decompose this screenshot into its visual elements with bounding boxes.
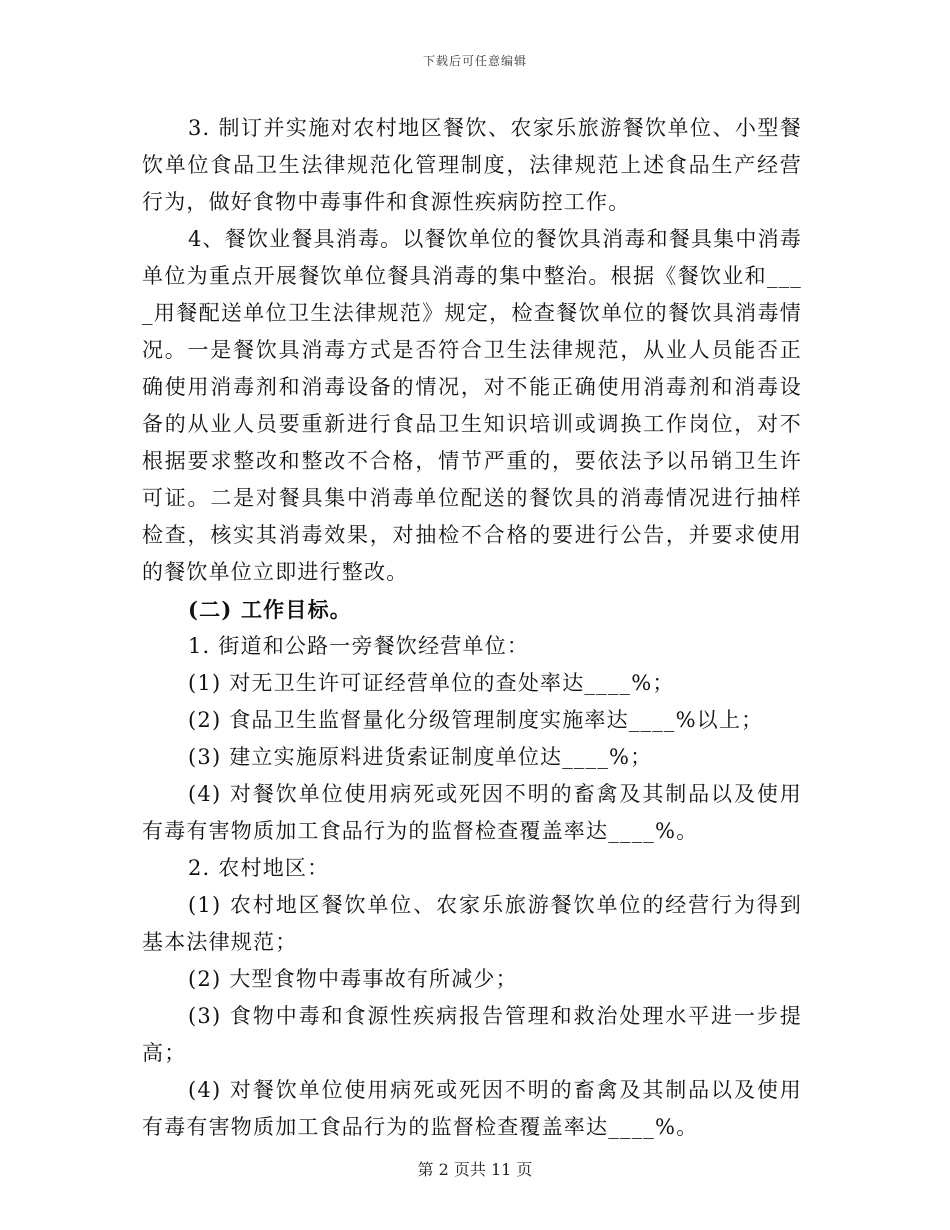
- section-heading-work-goals: (二) 工作目标。: [188, 597, 352, 622]
- goal-street-2: (2) 食品卫生监督量化分级管理制度实施率达____%以上；: [188, 708, 764, 732]
- paragraph-item-4: 4、餐饮业餐具消毒。以餐饮单位的餐饮具消毒和餐具集中消毒单位为重点开展餐饮单位餐具消毒的集中整治。根据《餐饮业和____用餐配送单位卫生法律规范》规定，检查餐饮单位的餐饮具消毒情况。一是餐饮具消毒方式是否符合卫生法律规范，从业人员能否正确使用消毒剂和消毒设备的情况，对不能正确使用消毒剂和消毒设备的从业人员要重新进行食品卫生知识培训或调换工作岗位，对不根据要求整改和整改不合格，情节严重的，要依法予以吊销卫生许可证。二是对餐具集中消毒单位配送的餐饮具的消毒情况进行抽样检查，核实其消毒效果，对抽检不合格的要进行公告，并要求使用的餐饮单位立即进行整改。: [142, 227, 802, 584]
- goal-street-3: (3) 建立实施原料进货索证制度单位达____%；: [188, 745, 653, 769]
- paragraph-item-3: 3. 制订并实施对农村地区餐饮、农家乐旅游餐饮单位、小型餐饮单位食品卫生法律规范化管理制度，法律规范上述食品生产经营行为，做好食物中毒事件和食源性疾病防控工作。: [142, 116, 802, 214]
- goal-street-1: (1) 对无卫生许可证经营单位的查处率达____%；: [188, 671, 675, 695]
- document-body: [142, 110, 802, 1146]
- subheading-rural: 2. 农村地区：: [188, 856, 330, 880]
- goal-rural-2: (2) 大型食物中毒事故有所减少；: [188, 967, 518, 991]
- goal-rural-1: (1) 农村地区餐饮单位、农家乐旅游餐饮单位的经营行为得到基本法律规范；: [142, 893, 802, 954]
- goal-street-4: (4) 对餐饮单位使用病死或死因不明的畜禽及其制品以及使用有毒有害物质加工食品行为的监督检查覆盖率达____%。: [142, 782, 802, 843]
- goal-rural-3: (3) 食物中毒和食源性疾病报告管理和救治处理水平进一步提高；: [142, 1004, 802, 1065]
- page-number-footer: 第 2 页共 11 页: [417, 1160, 533, 1179]
- subheading-street-road: 1. 街道和公路一旁餐饮经营单位：: [188, 634, 530, 658]
- page-header-note: 下载后可任意编辑: [422, 54, 527, 68]
- goal-rural-4: (4) 对餐饮单位使用病死或死因不明的畜禽及其制品以及使用有毒有害物质加工食品行为的监督检查覆盖率达____%。: [142, 1078, 802, 1139]
